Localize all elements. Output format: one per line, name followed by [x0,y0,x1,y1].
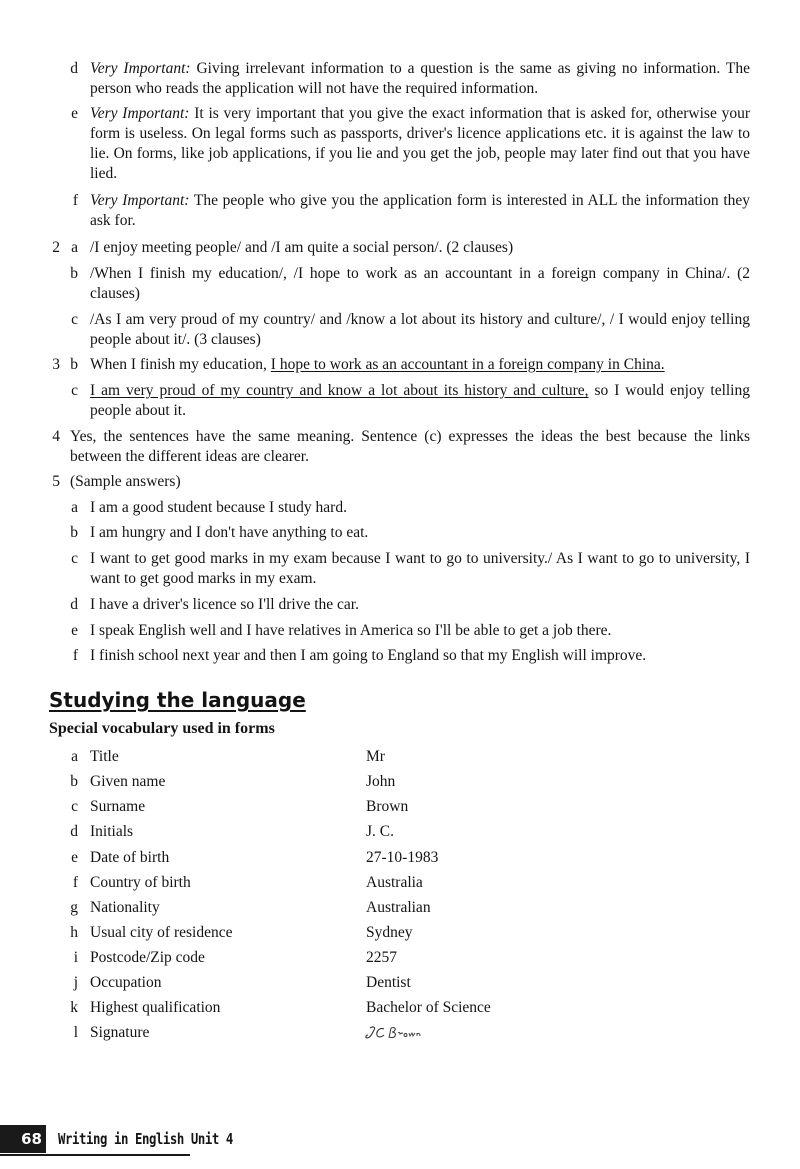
answer-text: I want to get good marks in my exam because I want to go to university./ As I want to go to university, I want to get good marks in my exam. [90,550,750,587]
question-number: 5 [52,473,60,490]
underlined-clause: I am very proud of my country and know a lot about its history and culture, [90,382,589,399]
answer-text: I am hungry and I don't have anything to eat. [90,524,369,541]
field-label: Date of birth [90,849,170,866]
field-label: Occupation [90,974,162,991]
item-letter: a [71,499,78,516]
field-value: Bachelor of Science [366,999,491,1016]
answer-text: /As I am very proud of my country/ and /know a lot about its history and culture/, / I would enjoy telling people about it/. (3 clauses) [90,311,750,348]
item-letter: l [73,1024,78,1041]
item-letter: f [72,647,78,664]
item-letter: b [70,773,78,790]
answer-text: I have a driver's licence so I'll drive the car. [90,596,359,613]
field-label: Postcode/Zip code [90,949,205,966]
answer-text: I finish school next year and then I am going to England so that my English will improve. [90,647,647,664]
field-value: 27-10-1983 [366,849,439,866]
emphasis-label: Very Important: [90,105,190,122]
section-subtitle: Special vocabulary used in forms [49,720,275,737]
field-value: Brown [366,798,409,815]
field-label: Surname [90,798,146,815]
answer-text: /I enjoy meeting people/ and /I am quite a social person/. (2 clauses) [90,239,514,256]
item-letter: b [70,265,78,282]
answer-text: Yes, the sentences have the same meaning. Sentence (c) expresses the ideas the best because the links between the different ideas are clearer. [70,428,750,465]
underlined-clause: I hope to work as an accountant in a foreign company in China. [270,356,665,373]
field-value: Mr [366,748,385,765]
emphasis-label: Very Important: [90,192,190,209]
answer-lead: When I finish my education, [90,356,271,373]
field-label: Highest qualification [90,999,221,1016]
item-letter: e [71,849,78,866]
footer-rule [0,1154,190,1156]
question-number: 4 [52,428,60,445]
page-number: 68 [0,1125,46,1153]
item-letter: b [70,356,78,373]
field-value: John [366,773,396,790]
field-label: Given name [90,773,166,790]
item-letter: f [72,192,78,209]
field-label: Title [90,748,119,765]
item-letter: c [71,382,78,399]
question-number: 3 [52,356,60,373]
answer-text [90,59,750,99]
item-letter: d [70,60,78,77]
answer-text [90,355,755,375]
signature-image [364,1024,436,1042]
item-letter: j [73,974,78,991]
item-letter: c [71,798,78,815]
field-value: 2257 [366,949,397,966]
answer-body: Giving irrelevant information to a question is the same as giving no information. The person who reads the application will not have the required information. [90,60,750,97]
item-letter: f [72,874,78,891]
answer-text [90,381,750,421]
emphasis-label: Very Important: [90,60,191,77]
answer-text [90,191,750,231]
question-number: 2 [52,239,60,256]
field-label: Nationality [90,899,160,916]
field-value: Australian [366,899,431,916]
item-letter: a [71,239,78,256]
field-value: J. C. [366,823,394,840]
answer-text: I am a good student because I study hard. [90,499,347,516]
field-value: Dentist [366,974,411,991]
item-letter: d [70,823,78,840]
item-letter: d [70,596,78,613]
field-label: Signature [90,1024,150,1041]
answer-body: The people who give you the application form is interested in ALL the information they ask for. [90,192,750,229]
item-letter: a [71,748,78,765]
answer-text: /When I finish my education/, /I hope to work as an accountant in a foreign company in China/. (2 clauses) [90,265,750,302]
field-label: Initials [90,823,134,840]
footer-title: Writing in English Unit 4 [58,1130,233,1148]
section-title: Studying the language [49,688,306,712]
item-letter: c [71,311,78,328]
item-letter: i [73,949,78,966]
field-value: Australia [366,874,423,891]
item-letter: e [71,622,78,639]
item-letter: c [71,550,78,567]
answer-text: I speak English well and I have relatives in America so I'll be able to get a job there. [90,622,612,639]
item-letter: k [70,999,78,1016]
item-letter: b [70,524,78,541]
field-value: Sydney [366,924,413,941]
item-letter: e [71,105,78,122]
answer-text [90,104,750,184]
item-letter: g [70,899,78,916]
answer-intro: (Sample answers) [70,473,181,490]
answer-tail: so I would enjoy telling people about it. [90,382,750,419]
field-label: Usual city of residence [90,924,233,941]
item-letter: h [70,924,78,941]
field-label: Country of birth [90,874,191,891]
answer-body: It is very important that you give the exact information that is asked for, otherwise your form is useless. On legal forms such as passports, driver's licence applications etc. it is against the law to lie. On forms, like job applications, if you lie and you get the job, people may later find out that you have lied. [90,105,751,182]
